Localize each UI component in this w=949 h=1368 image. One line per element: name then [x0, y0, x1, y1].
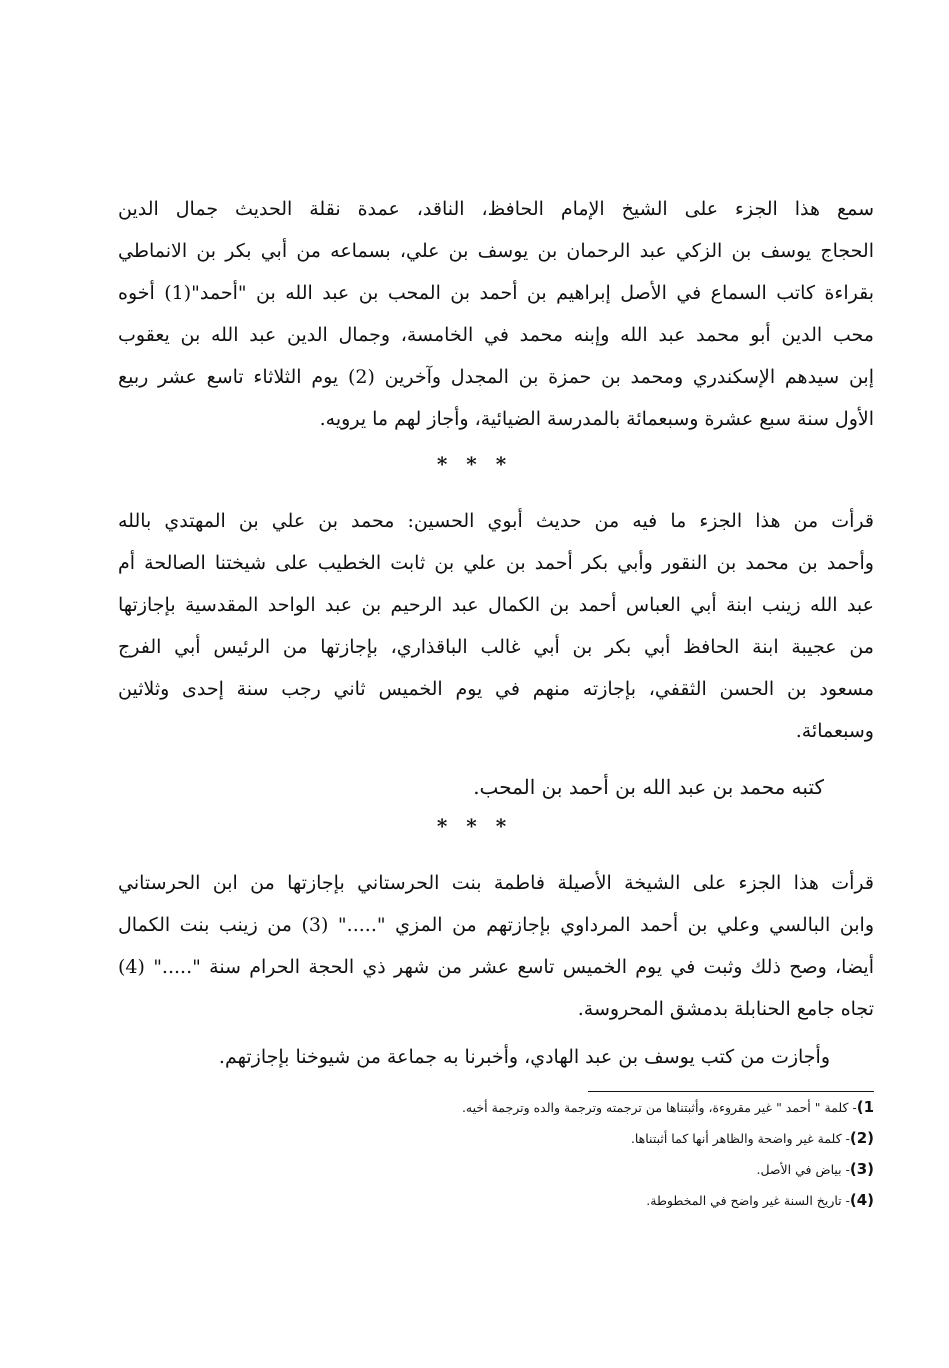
footnote-number: 1) — [856, 1098, 874, 1116]
footnote-2 — [300, 1123, 874, 1154]
text-line: عبد الله زينب ابنة أبي العباس أحمد بن الكمال عبد الرحيم بن عبد الواحد المقدسية بإجازتها — [118, 594, 874, 616]
text-line: قرأت هذا الجزء على الشيخة الأصيلة فاطمة بنت الحرستاني بإجازتها من ابن الحرستاني — [118, 872, 874, 894]
text-line: الحجاج يوسف بن الزكي عبد الرحمان بن يوسف بن علي، بسماعه من أبي بكر بن الانماطي — [118, 240, 874, 262]
text-line: تجاه جامع الحنابلة بدمشق المحروسة. — [577, 998, 874, 1020]
footnote-3 — [300, 1154, 874, 1185]
paragraph-samaa-3 — [118, 862, 874, 1030]
text-line: سمع هذا الجزء على الشيخ الإمام الحافظ، الناقد، عمدة نقلة الحديث جمال الدين — [118, 198, 874, 220]
closing-line: وأجازت من كتب يوسف بن عبد الهادي، وأخبرنا به جماعة من شيوخنا بإجازتهم. — [218, 1046, 830, 1068]
footnote-number: (4) — [849, 1191, 874, 1209]
text-line: أيضا، وصح ذلك وثبت في يوم الخميس تاسع عشر من شهر ذي الحجة الحرام سنة "....." (4) — [118, 956, 874, 978]
text-line: الأول سنة سبع عشرة وسبعمائة بالمدرسة الضيائية، وأجاز لهم ما يرويه. — [319, 408, 874, 430]
text-line: قرأت من هذا الجزء ما فيه من حديث أبوي الحسين: محمد بن علي بن المهتدي بالله — [118, 510, 874, 532]
text-line: بقراءة كاتب السماع في الأصل إبراهيم بن أحمد بن المحب بن عبد الله بن "أحمد"(1) أخوه — [118, 282, 874, 304]
paragraph-samaa-2 — [118, 500, 874, 752]
footnote-text: - كلمة غير واضحة والظاهر أنها كما أثبتناها. — [630, 1131, 850, 1146]
footnote-4 — [300, 1185, 874, 1216]
footnote-number: (2) — [849, 1129, 874, 1147]
text-line: محب الدين أبو محمد عبد الله وإبنه محمد في الخامسة، وجمال الدين عبد الله بن يعقوب — [118, 324, 874, 346]
separator-stars: * * * — [436, 814, 513, 838]
footnotes — [300, 1092, 874, 1216]
footnote-text: - بياض في الأصل. — [756, 1162, 850, 1177]
paragraph-samaa-1 — [118, 188, 874, 440]
footnote-text: - تاريخ السنة غير واضح في المخطوطة. — [646, 1193, 850, 1208]
text-line: وسبعمائة. — [795, 720, 874, 742]
text-line: وأحمد بن محمد بن النقور وأبي بكر أحمد بن علي بن ثابت الخطيب على شيختنا الصالحة أم — [118, 552, 874, 574]
signature-line: كتبه محمد بن عبد الله بن أحمد بن المحب. — [473, 775, 824, 799]
text-line: إبن سيدهم الإسكندري ومحمد بن حمزة بن المجدل وآخرين (2) يوم الثلاثاء تاسع عشر ربيع — [118, 366, 874, 388]
footnote-number: (3) — [849, 1160, 874, 1178]
separator-stars: * * * — [436, 452, 513, 476]
footnote-1 — [300, 1092, 874, 1123]
text-line: وابن البالسي وعلي بن أحمد المرداوي بإجازتهم من المزي "....." (3) من زينب بنت الكمال — [118, 914, 874, 936]
footnote-text: - كلمة " أحمد " غير مقروءة، وأثبتناها من ترجمته وترجمة والده وترجمة أخيه. — [461, 1100, 857, 1115]
text-line: من عجيبة ابنة الحافظ أبي بكر بن أبي غالب الباقذاري، بإجازتها من الرئيس أبي الفرج — [118, 636, 874, 658]
text-line: مسعود بن الحسن الثقفي، بإجازته منهم في يوم الخميس ثاني رجب سنة إحدى وثلاثين — [118, 678, 874, 700]
